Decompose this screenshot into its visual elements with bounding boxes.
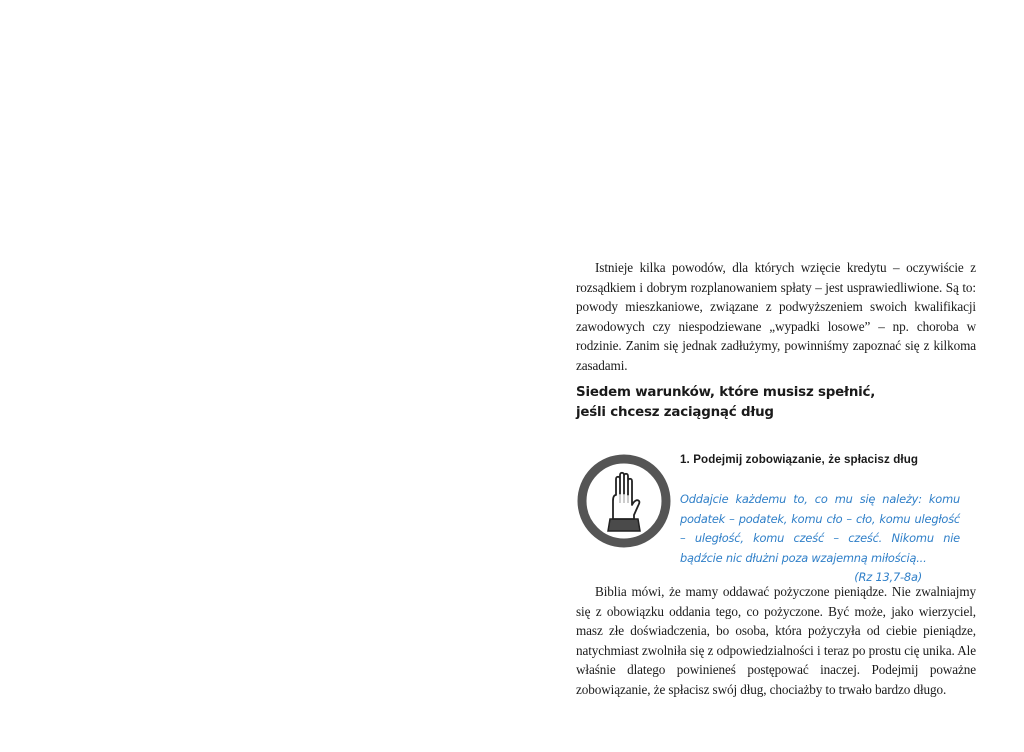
raised-hand-icon — [576, 453, 672, 549]
section-heading — [576, 383, 976, 423]
page-text-column — [576, 258, 976, 697]
section-heading-line-1: Siedem warunków, które musisz spełnić, — [576, 385, 876, 400]
bible-quote-reference: (Rz 13,7-8a) — [854, 570, 922, 584]
bible-quote — [680, 490, 960, 584]
bible-quote-text: Oddajcie każdemu to, co mu się należy: komu podatek – podatek, komu cło – cło, komu uległość – uległość, komu cześć – cześć. Nikomu nie bądźcie nic dłużni poza wzajemną miłością... — [680, 492, 960, 565]
section-heading-line-2: jeśli chcesz zaciągnąć dług — [576, 405, 774, 420]
rule-title: 1. Podejmij zobowiązanie, że spłacisz dług — [680, 453, 919, 466]
body-paragraph: Biblia mówi, że mamy oddawać pożyczone pieniądze. Nie zwalniajmy się z obowiązku oddania tego, co pożyczone. Być może, jako wierzyciel, masz złe doświadczenia, bo osoba, która pożyczyła od ciebie pieniądze, natychmiast zwolniła się z odpowiedzialności i teraz po prostu cię unika. Ale właśnie dlatego powinieneś postępować inaczej. Podejmij poważne zobowiązanie, że spłacisz swój dług, chociażby to trwało bardzo długo. — [576, 584, 976, 697]
rule-block — [680, 452, 960, 588]
intro-paragraph: Istnieje kilka powodów, dla których wzięcie kredytu – oczywiście z rozsądkiem i dobrym rozplanowaniem spłaty – jest usprawiedliwione. Są to: powody mieszkaniowe, związane z podwyższeniem swoich kwalifikacji zawodowych czy niespodziewane „wypadki losowe” – np. choroba w rodzinie. Zanim się jednak zadłużymy, powinniśmy zapoznać się z kilkoma zasadami. — [576, 260, 976, 373]
